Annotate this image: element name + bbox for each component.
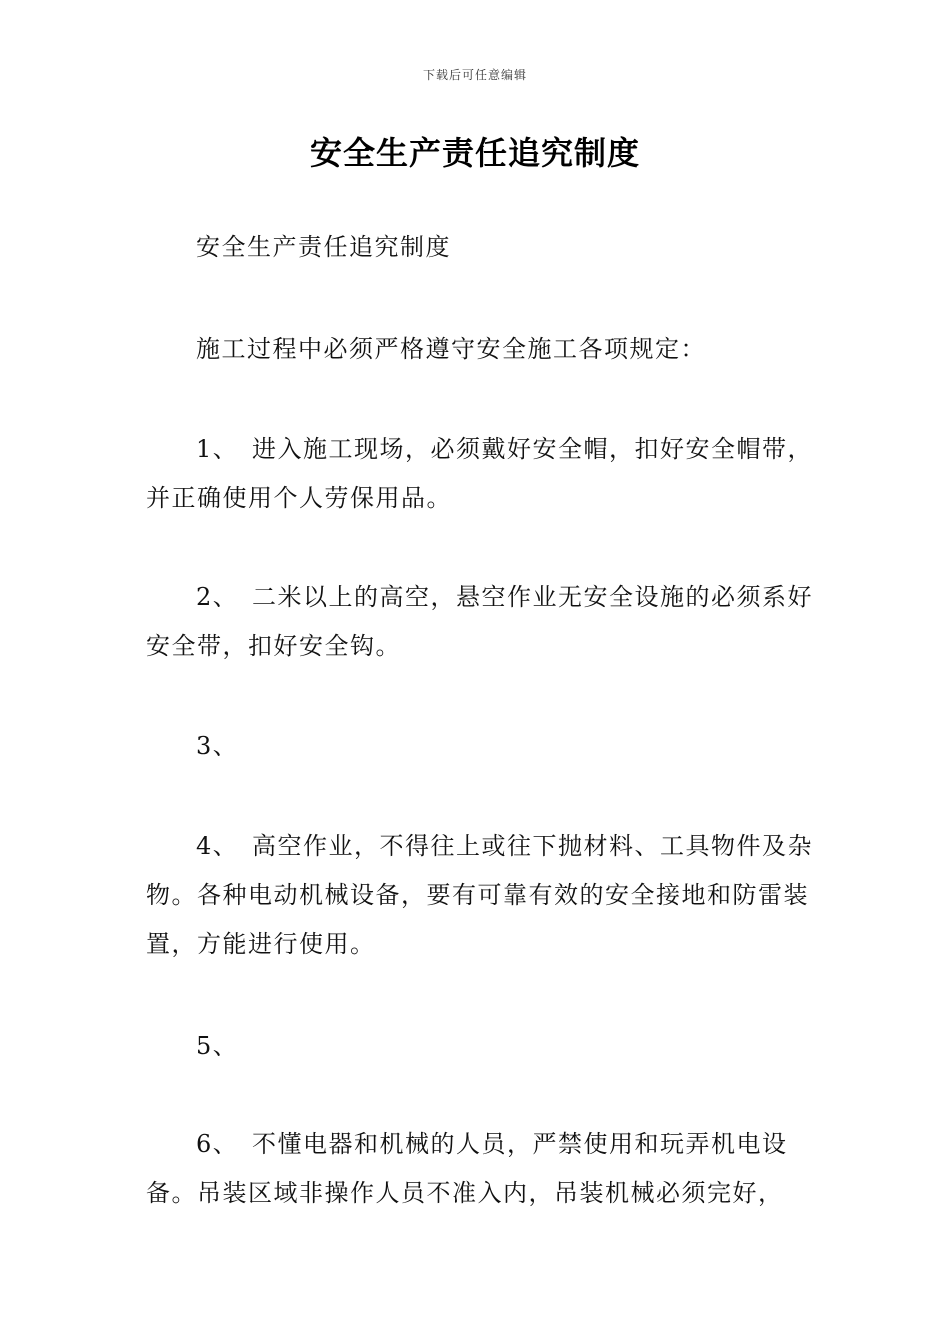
paragraph-item-2: 2、 二米以上的高空，悬空作业无安全设施的必须系好安全带，扣好安全钩。 xyxy=(146,573,826,671)
document-title: 安全生产责任追究制度 xyxy=(309,134,640,172)
item-number: 1、 xyxy=(196,435,239,463)
header-note: 下载后可任意编辑 xyxy=(422,68,527,82)
paragraph-item-3 xyxy=(146,722,826,771)
paragraph-subtitle: 安全生产责任追究制度 xyxy=(196,233,451,261)
item-number: 6、 xyxy=(196,1130,239,1158)
paragraph-item-5 xyxy=(146,1022,826,1071)
item-number: 2、 xyxy=(196,583,239,611)
paragraph-intro: 施工过程中必须严格遵守安全施工各项规定： xyxy=(196,335,706,363)
item-number: 4、 xyxy=(196,832,239,860)
paragraph-item-1: 1、 进入施工现场，必须戴好安全帽，扣好安全帽带，并正确使用个人劳保用品。 xyxy=(146,425,826,523)
paragraph-item-6: 6、 不懂电器和机械的人员，严禁使用和玩弄机电设备。吊装区域非操作人员不准入内，吊装机械必须完好， xyxy=(146,1120,826,1218)
paragraph-item-4: 4、 高空作业，不得往上或往下抛材料、工具物件及杂物。各种电动机械设备，要有可靠有效的安全接地和防雷装置，方能进行使用。 xyxy=(146,822,826,969)
item-number: 5、 xyxy=(196,1032,239,1060)
item-number: 3、 xyxy=(196,732,239,760)
